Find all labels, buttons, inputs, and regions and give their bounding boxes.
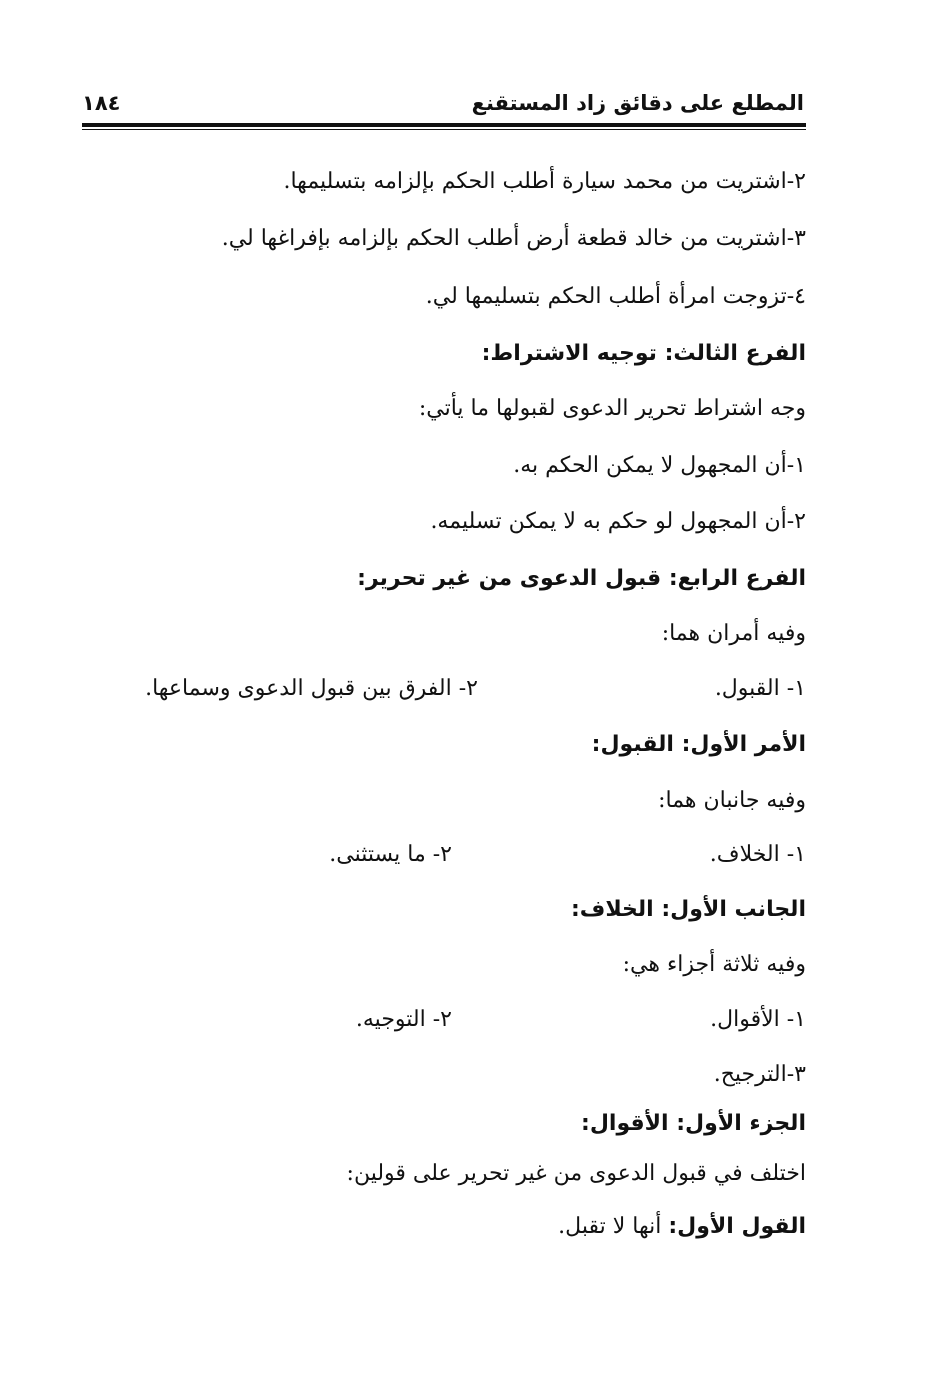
- part-item-3: ٣-الترجيح.: [713, 1062, 806, 1087]
- header-rule-thick: [82, 123, 806, 127]
- paragraph-two-opinions: اختلف في قبول الدعوى من غير تحرير على قولين:: [346, 1161, 806, 1186]
- subheading-first-part: الجزء الأول: الأقوال:: [581, 1111, 806, 1136]
- header-rule-thin: [82, 129, 806, 130]
- item-4-marriage: ٤-تزوجت امرأة أطلب الحكم بتسليمها لي.: [425, 284, 806, 309]
- section-heading-3: الفرع الثالث: توجيه الاشتراط:: [481, 341, 806, 366]
- running-header: [82, 88, 804, 122]
- book-title: المطلع على دقائق زاد المستقنع: [471, 91, 804, 115]
- paragraph-three-parts: وفيه ثلاثة أجزاء هي:: [622, 952, 806, 977]
- part-item-2: ٢- التوجيه.: [355, 1007, 452, 1032]
- matter-item-1: ١- القبول.: [714, 676, 806, 701]
- paragraph-two-matters: وفيه أمران هما:: [661, 621, 806, 646]
- page-number: ١٨٤: [82, 91, 121, 115]
- reason-item-2: ٢-أن المجهول لو حكم به لا يمكن تسليمه.: [430, 509, 806, 534]
- subheading-first-side: الجانب الأول: الخلاف:: [571, 897, 806, 922]
- item-3-land: ٣-اشتريت من خالد قطعة أرض أطلب الحكم بإلزامه بإفراغها لي.: [221, 226, 806, 251]
- side-item-2: ٢- ما يستثنى.: [329, 842, 452, 867]
- section-heading-4: الفرع الرابع: قبول الدعوى من غير تحرير:: [357, 566, 806, 591]
- subheading-first-matter: الأمر الأول: القبول:: [591, 732, 806, 757]
- reason-item-1: ١-أن المجهول لا يمكن الحكم به.: [513, 453, 806, 478]
- first-opinion-line: [558, 1207, 806, 1247]
- side-item-1: ١- الخلاف.: [709, 842, 806, 867]
- first-opinion-label: القول الأول:: [668, 1214, 806, 1239]
- paragraph-reason: وجه اشتراط تحرير الدعوى لقبولها ما يأتي:: [418, 396, 806, 421]
- matter-item-2: ٢- الفرق بين قبول الدعوى وسماعها.: [145, 676, 478, 701]
- part-item-1: ١- الأقوال.: [710, 1007, 806, 1032]
- first-opinion-text: أنها لا تقبل.: [558, 1214, 669, 1239]
- item-2-car: ٢-اشتريت من محمد سيارة أطلب الحكم بإلزامه بتسليمها.: [283, 169, 806, 194]
- paragraph-two-sides: وفيه جانبان هما:: [658, 788, 806, 813]
